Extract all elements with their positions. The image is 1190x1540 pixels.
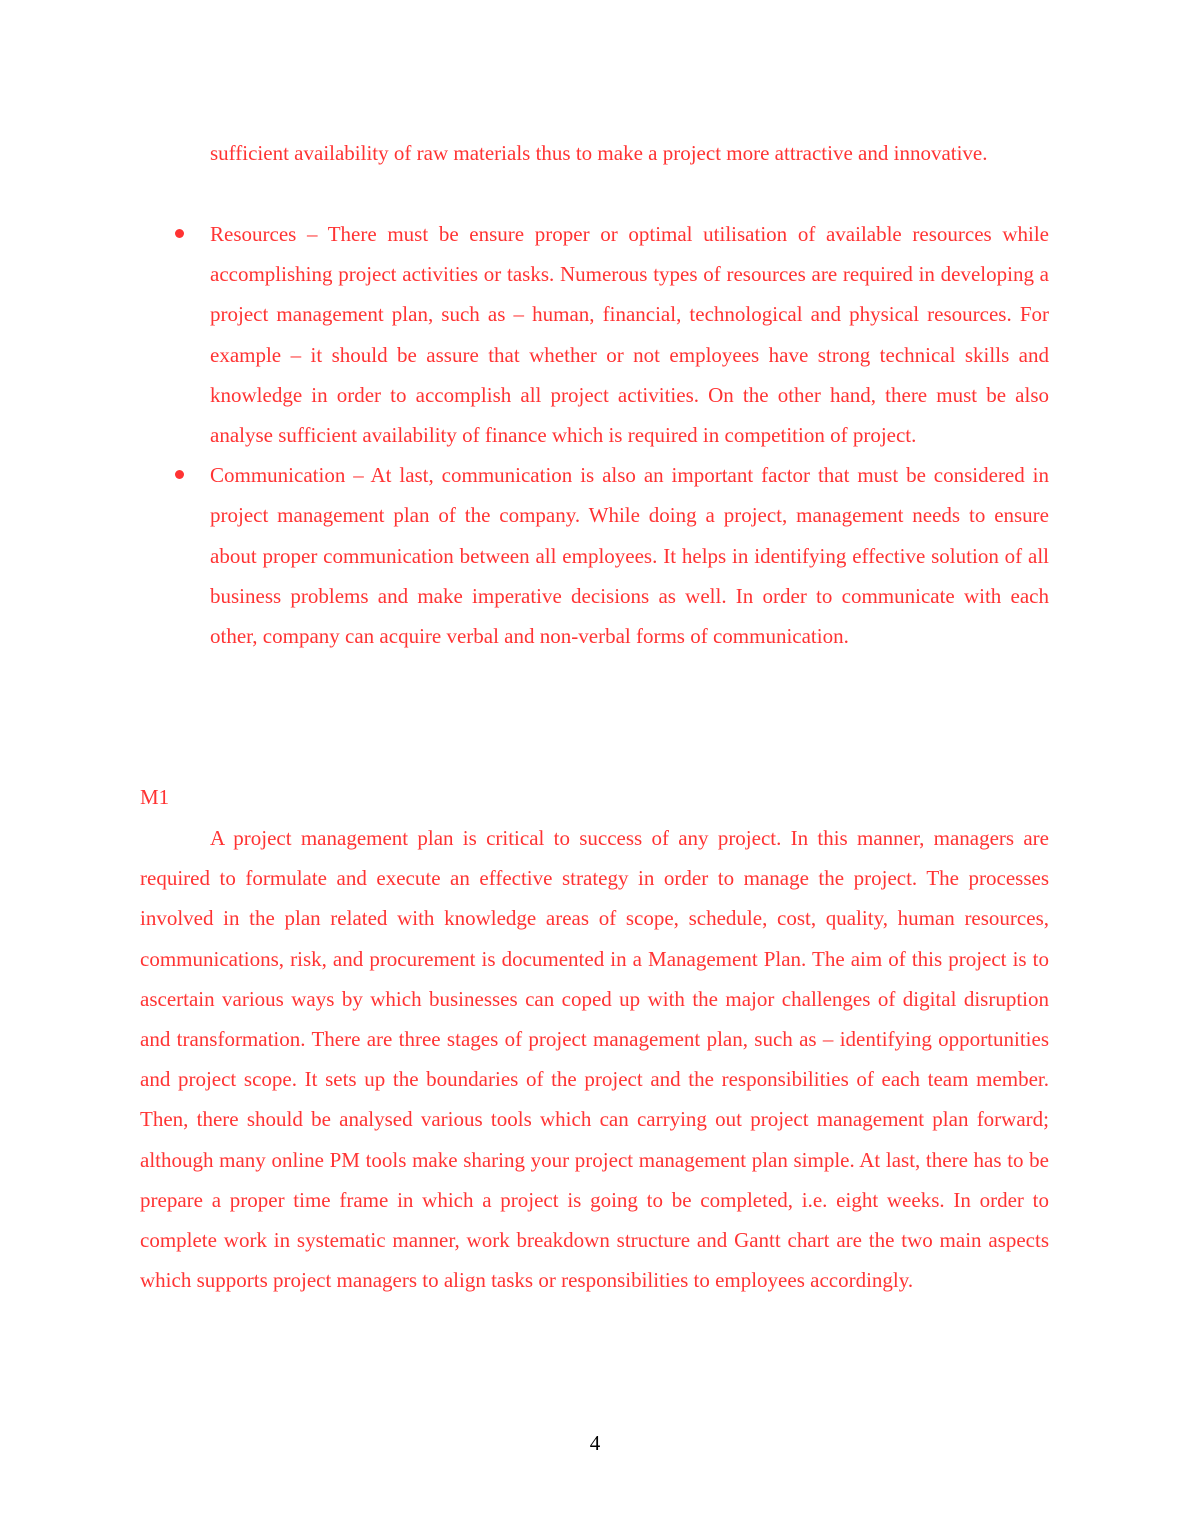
bullet-list	[140, 214, 1049, 656]
bullet-item-communication	[140, 455, 1049, 656]
continuation-text: sufficient availability of raw materials thus to make a project more attractive and innovative.	[210, 141, 988, 165]
bullet-dot-icon	[175, 470, 184, 479]
bullet-text-resources: Resources – There must be ensure proper or optimal utilisation of available resources while accomplishing project activities or tasks. Numerous types of resources are required in developing a project management plan, such as – human, financial, technological and physical resources. For example – it should be assure that whether or not employees have strong technical skills and knowledge in order to accomplish all project activities. On the other hand, there must be also analyse sufficient availability of finance which is required in competition of project.	[210, 222, 1049, 448]
bullet-text-communication: Communication – At last, communication is also an important factor that must be considered in project management plan of the company. While doing a project, management needs to ensure about proper communication between all employees. It helps in identifying effective solution of all business problems and make imperative decisions as well. In order to communicate with each other, company can acquire verbal and non-verbal forms of communication.	[210, 463, 1049, 649]
bullet-item-resources	[140, 214, 1049, 455]
page-number: 4	[589, 1431, 601, 1455]
bullet-dot-icon	[175, 229, 184, 238]
section-heading: M1	[140, 785, 170, 809]
body-paragraph: A project management plan is critical to success of any project. In this manner, managers are required to formulate and execute an effective strategy in order to manage the project. The processes involved in the plan related with knowledge areas of scope, schedule, cost, quality, human resources, communications, risk, and procurement is documented in a Management Plan. The aim of this project is to ascertain various ways by which businesses can coped up with the major challenges of digital disruption and transformation. There are three stages of project management plan, such as – identifying opportunities and project scope. It sets up the boundaries of the project and the responsibilities of each team member. Then, there should be analysed various tools which can carrying out project management plan forward; although many online PM tools make sharing your project management plan simple. At last, there has to be prepare a proper time frame in which a project is going to be completed, i.e. eight weeks. In order to complete work in systematic manner, work breakdown structure and Gantt chart are the two main aspects which supports project managers to align tasks or responsibilities to employees accordingly.	[140, 826, 1049, 1293]
